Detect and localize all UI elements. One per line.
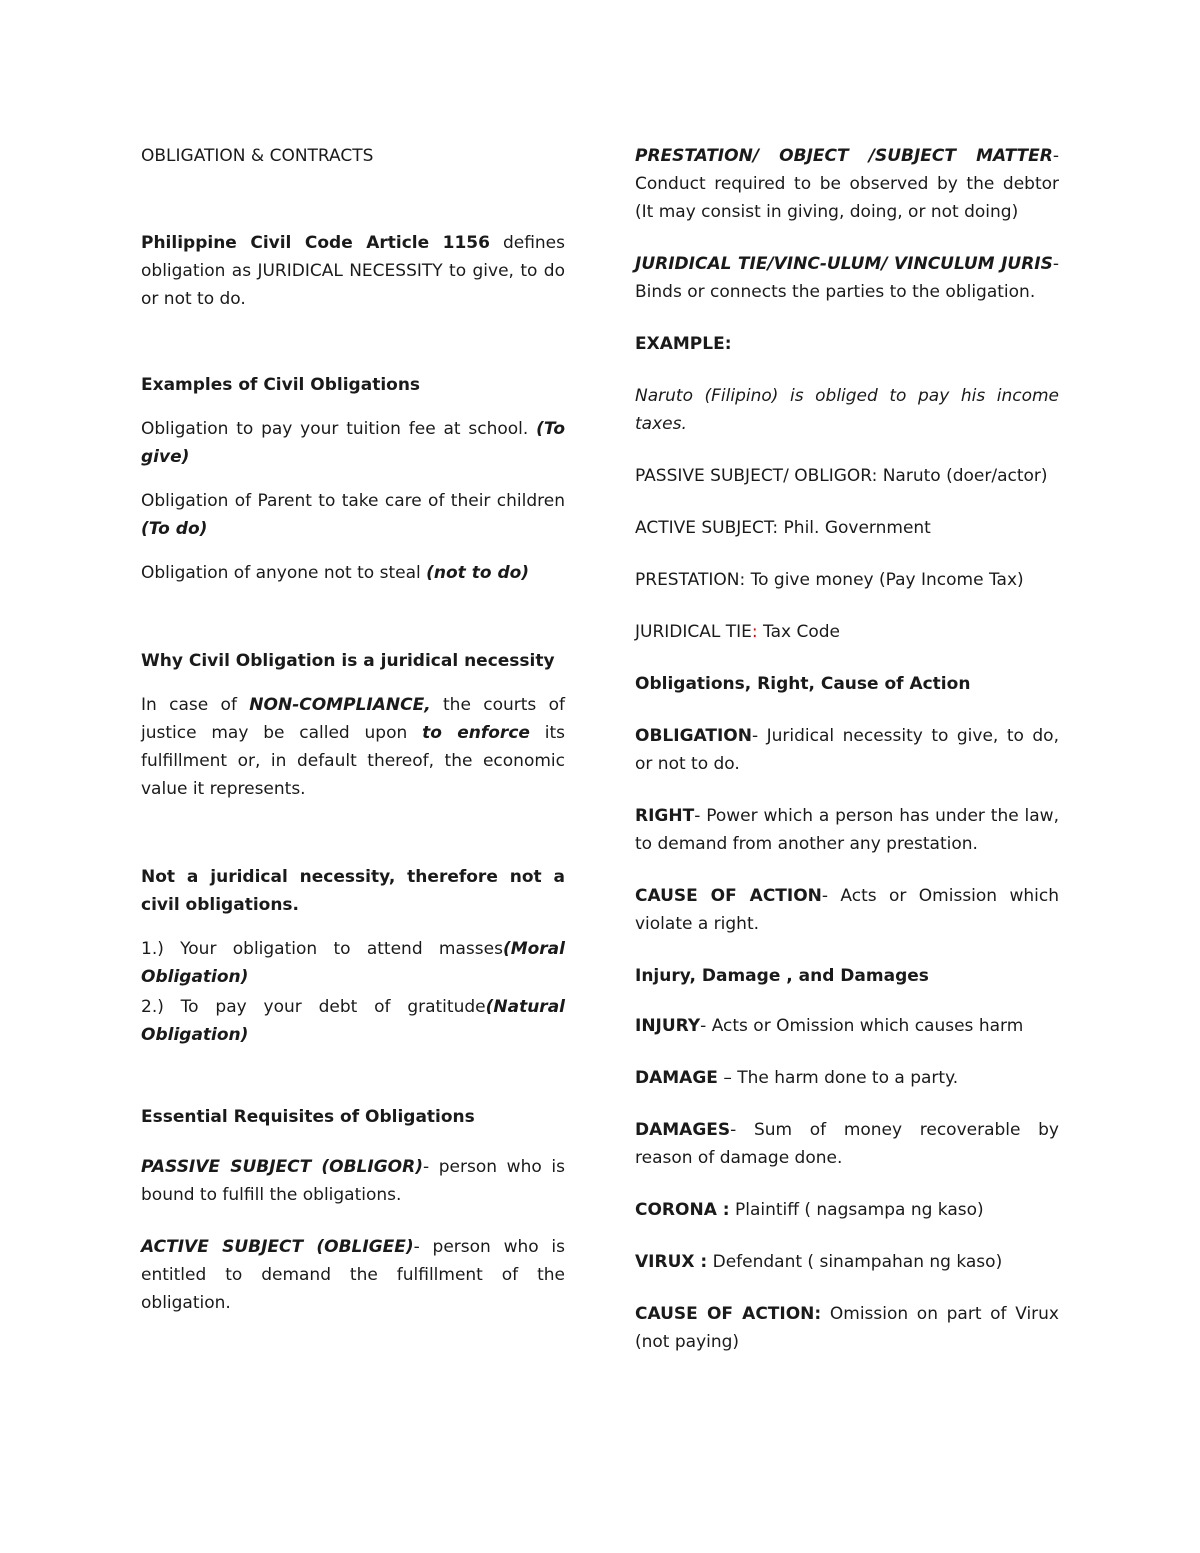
cause-of-action-definition bbox=[635, 882, 1059, 938]
juridical-tie-colon: : bbox=[751, 622, 758, 642]
obligation-term: OBLIGATION bbox=[635, 726, 752, 746]
why-paragraph bbox=[141, 691, 565, 803]
prestation-term: PRESTATION/ OBJECT /SUBJECT MATTER bbox=[635, 146, 1053, 166]
example-prestation bbox=[635, 566, 1059, 594]
right-column bbox=[635, 142, 1059, 1356]
article-reference: Philippine Civil Code Article 1156 bbox=[141, 233, 490, 253]
example-passive-subject bbox=[635, 462, 1059, 490]
example-1-type: (To give) bbox=[141, 419, 565, 467]
not-item-2-text: 2.) To pay your debt of gratitude bbox=[141, 997, 486, 1017]
natural-obligation-term: (Natural Obligation) bbox=[141, 997, 565, 1045]
cause-of-action-example-text: Omission on part of Virux (not paying) bbox=[635, 1304, 1059, 1352]
cause-of-action-text: - Acts or Omission which violate a right. bbox=[635, 886, 1059, 934]
example-3 bbox=[141, 559, 565, 587]
obligation-text: - Juridical necessity to give, to do, or not to do. bbox=[635, 726, 1059, 774]
not-juridical-item-2 bbox=[141, 993, 565, 1049]
corona-line bbox=[635, 1196, 1059, 1224]
virux-line bbox=[635, 1248, 1059, 1276]
definition-text: defines obligation as JURIDICAL NECESSITY to give, to do or not to do. bbox=[141, 233, 565, 309]
example-2-type: (To do) bbox=[141, 519, 208, 539]
passive-subject-value: Naruto (doer/actor) bbox=[877, 466, 1048, 486]
damage-term: DAMAGE bbox=[635, 1068, 718, 1088]
cause-of-action-example bbox=[635, 1300, 1059, 1356]
example-1 bbox=[141, 415, 565, 471]
damages-definition bbox=[635, 1116, 1059, 1172]
essential-requisites-heading: Essential Requisites of Obligations bbox=[141, 1107, 475, 1127]
juridical-tie-label: JURIDICAL TIE bbox=[635, 622, 752, 642]
damages-term: DAMAGES bbox=[635, 1120, 731, 1140]
juridical-tie-definition bbox=[635, 250, 1059, 306]
obligations-right-cause-heading: Obligations, Right, Cause of Action bbox=[635, 674, 971, 694]
example-3-type: (not to do) bbox=[426, 563, 530, 583]
prestation-label: PRESTATION: bbox=[635, 570, 746, 590]
obligation-definition bbox=[635, 722, 1059, 778]
right-text: - Power which a person has under the law, to demand from another any prestation. bbox=[635, 806, 1059, 854]
damage-text: – The harm done to a party. bbox=[717, 1068, 959, 1088]
juridical-tie-term: JURIDICAL TIE/VINC-ULUM/ VINCULUM JURIS bbox=[635, 254, 1053, 274]
right-definition bbox=[635, 802, 1059, 858]
not-juridical-item-1 bbox=[141, 935, 565, 991]
prestation-definition bbox=[635, 142, 1059, 226]
virux-text: Defendant ( sinampahan ng kaso) bbox=[707, 1252, 1003, 1272]
active-subject-value: Phil. Government bbox=[778, 518, 931, 538]
damage-definition bbox=[635, 1064, 1059, 1092]
why-text-3: its fulfillment or, in default thereof, the economic value it represents. bbox=[141, 723, 565, 799]
injury-damage-heading: Injury, Damage , and Damages bbox=[635, 966, 929, 986]
corona-term: CORONA : bbox=[635, 1200, 730, 1220]
passive-subject-term: PASSIVE SUBJECT (OBLIGOR) bbox=[141, 1157, 423, 1177]
injury-term: INJURY bbox=[635, 1016, 701, 1036]
example-heading: EXAMPLE: bbox=[635, 334, 732, 354]
document-title: OBLIGATION & CONTRACTS bbox=[141, 146, 374, 166]
corona-text: Plaintiff ( nagsampa ng kaso) bbox=[729, 1200, 984, 1220]
examples-heading: Examples of Civil Obligations bbox=[141, 375, 421, 395]
not-item-1-text: 1.) Your obligation to attend masses bbox=[141, 939, 503, 959]
active-subject-term: ACTIVE SUBJECT (OBLIGEE) bbox=[141, 1237, 414, 1257]
injury-text: - Acts or Omission which causes harm bbox=[700, 1016, 1024, 1036]
cause-of-action-example-term: CAUSE OF ACTION: bbox=[635, 1304, 822, 1324]
injury-definition bbox=[635, 1012, 1059, 1040]
definition-paragraph bbox=[141, 229, 565, 313]
active-subject-text: - person who is entitled to demand the fulfillment of the obligation. bbox=[141, 1237, 565, 1313]
virux-term: VIRUX : bbox=[635, 1252, 708, 1272]
active-subject-definition bbox=[141, 1233, 565, 1317]
non-compliance-term: NON-COMPLIANCE, bbox=[249, 695, 431, 715]
why-heading: Why Civil Obligation is a juridical necessity bbox=[141, 651, 555, 671]
example-juridical-tie bbox=[635, 618, 1059, 646]
why-text-2: the courts of justice may be called upon bbox=[141, 695, 566, 743]
right-term: RIGHT bbox=[635, 806, 695, 826]
moral-obligation-term: (Moral Obligation) bbox=[141, 939, 565, 987]
passive-subject-label: PASSIVE SUBJECT/ OBLIGOR: bbox=[635, 466, 878, 486]
example-sentence: Naruto (Filipino) is obliged to pay his income taxes. bbox=[635, 386, 1059, 434]
damages-text: - Sum of money recoverable by reason of damage done. bbox=[635, 1120, 1059, 1168]
passive-subject-definition bbox=[141, 1153, 565, 1209]
juridical-tie-value: Tax Code bbox=[757, 622, 841, 642]
example-3-text: Obligation of anyone not to steal bbox=[141, 563, 427, 583]
active-subject-label: ACTIVE SUBJECT: bbox=[635, 518, 779, 538]
example-1-text: Obligation to pay your tuition fee at school. bbox=[141, 419, 537, 439]
prestation-value: To give money (Pay Income Tax) bbox=[745, 570, 1024, 590]
example-2 bbox=[141, 487, 565, 543]
passive-subject-text: - person who is bound to fulfill the obligations. bbox=[141, 1157, 565, 1205]
prestation-text: - Conduct required to be observed by the debtor (It may consist in giving, doing, or not doing) bbox=[635, 146, 1059, 222]
example-active-subject bbox=[635, 514, 1059, 542]
juridical-tie-text: - Binds or connects the parties to the obligation. bbox=[635, 254, 1059, 302]
why-text-1: In case of bbox=[141, 695, 250, 715]
not-juridical-heading: Not a juridical necessity, therefore not a civil obligations. bbox=[141, 867, 565, 915]
example-2-text: Obligation of Parent to take care of their children bbox=[141, 491, 565, 511]
to-enforce-term: to enforce bbox=[422, 723, 530, 743]
cause-of-action-term: CAUSE OF ACTION bbox=[635, 886, 822, 906]
left-column bbox=[141, 142, 565, 1317]
